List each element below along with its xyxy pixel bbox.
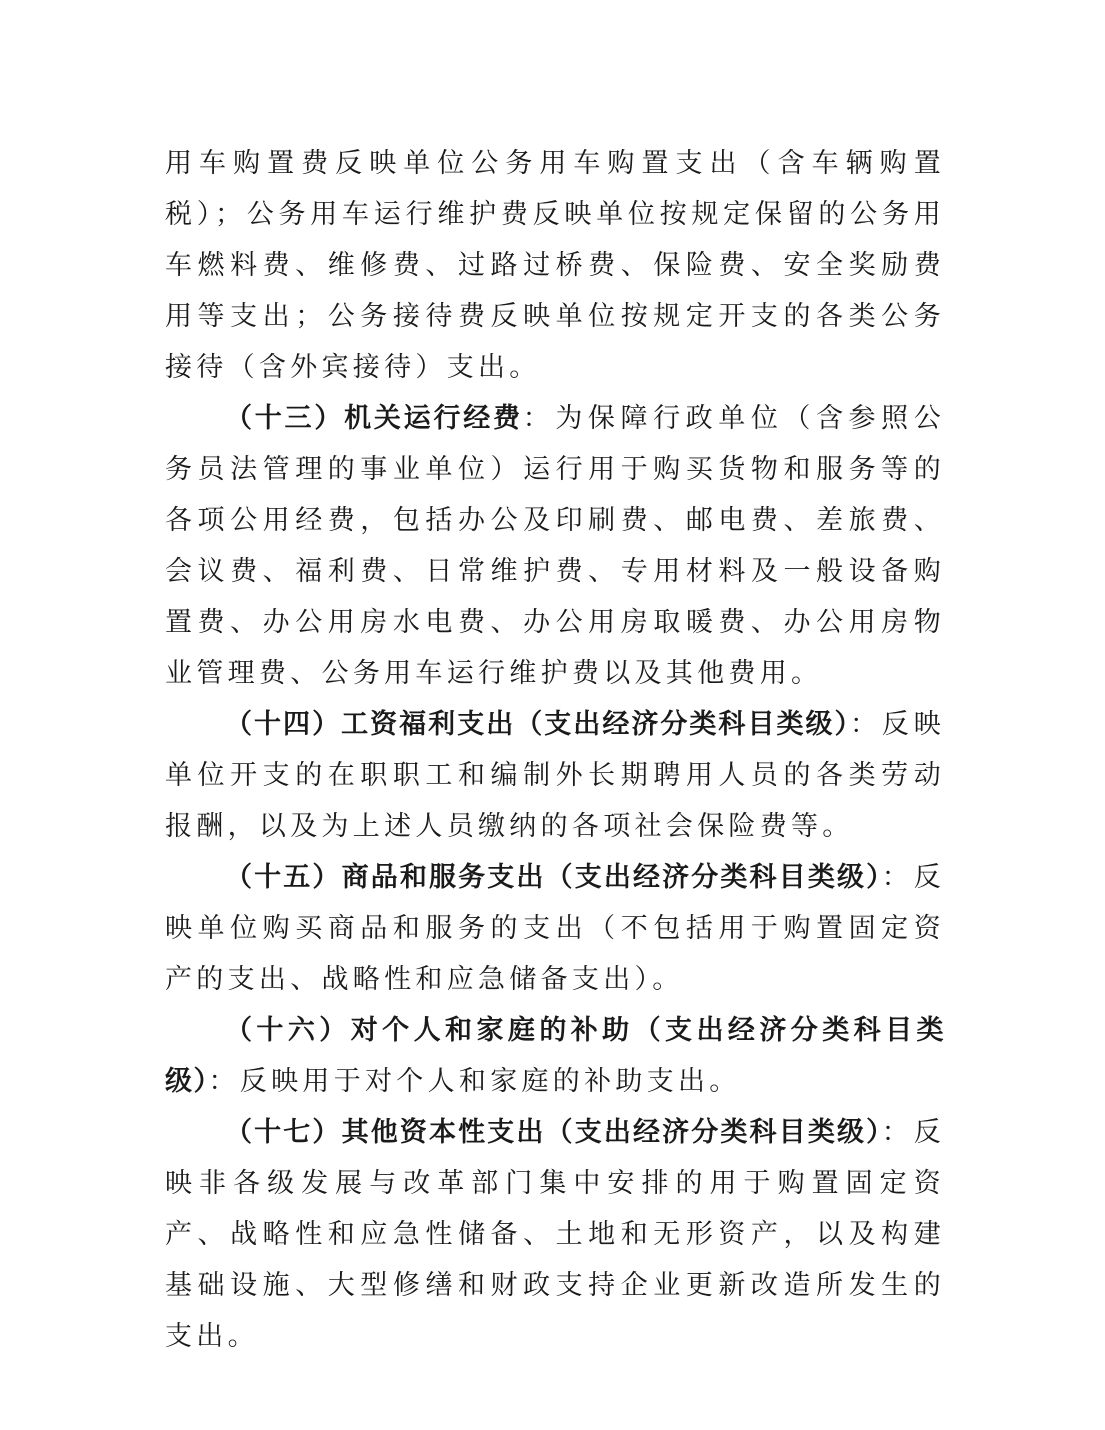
paragraph-body: ：反映非各级发展与改革部门集中安排的用于购置固定资产、战略性和应急性储备、土地和无形资产，以及构建基础设施、大型修缮和财政支持企业更新改造所发生的支出。 [165, 1117, 945, 1352]
paragraph-heading: （十七）其他资本性支出（支出经济分类科目类级） [225, 1117, 882, 1148]
paragraph-body: ：反映单位开支的在职职工和编制外长期聘用人员的各类劳动报酬，以及为上述人员缴纳的各项社会保险费等。 [165, 709, 945, 842]
paragraph-16-household-subsidies [165, 1005, 945, 1107]
paragraph-14-salary-welfare [165, 699, 945, 852]
paragraph-13-agency-operating-expenses [165, 393, 945, 699]
paragraph-17-other-capital-expenditure [165, 1107, 945, 1362]
paragraph-vehicle-costs [165, 138, 945, 393]
paragraph-15-goods-services [165, 852, 945, 1005]
paragraph-heading: （十四）工资福利支出（支出经济分类科目类级） [225, 709, 851, 740]
paragraph-body: ：为保障行政单位（含参照公务员法管理的事业单位）运行用于购买货物和服务等的各项公用经费，包括办公及印刷费、邮电费、差旅费、会议费、福利费、日常维护费、专用材料及一般设备购置费、办公用房水电费、办公用房取暖费、办公用房物业管理费、公务用车运行维护费以及其他费用。 [165, 403, 946, 689]
paragraph-body: ：反映单位购买商品和服务的支出（不包括用于购置固定资产的支出、战略性和应急储备支出）。 [165, 862, 945, 995]
paragraph-body: ：反映用于对个人和家庭的补助支出。 [208, 1066, 741, 1097]
paragraph-heading: （十三）机关运行经费 [225, 403, 523, 434]
paragraph-heading: （十五）商品和服务支出（支出经济分类科目类级） [225, 862, 882, 893]
paragraph-heading: （十六）对个人和家庭的补助（支出经济分类科目类级） [165, 1015, 945, 1097]
document-body [165, 138, 945, 1362]
paragraph-body: 用车购置费反映单位公务用车购置支出（含车辆购置税）；公务用车运行维护费反映单位按规定保留的公务用车燃料费、维修费、过路过桥费、保险费、安全奖励费用等支出；公务接待费反映单位按规定开支的各类公务接待（含外宾接待）支出。 [165, 148, 945, 383]
